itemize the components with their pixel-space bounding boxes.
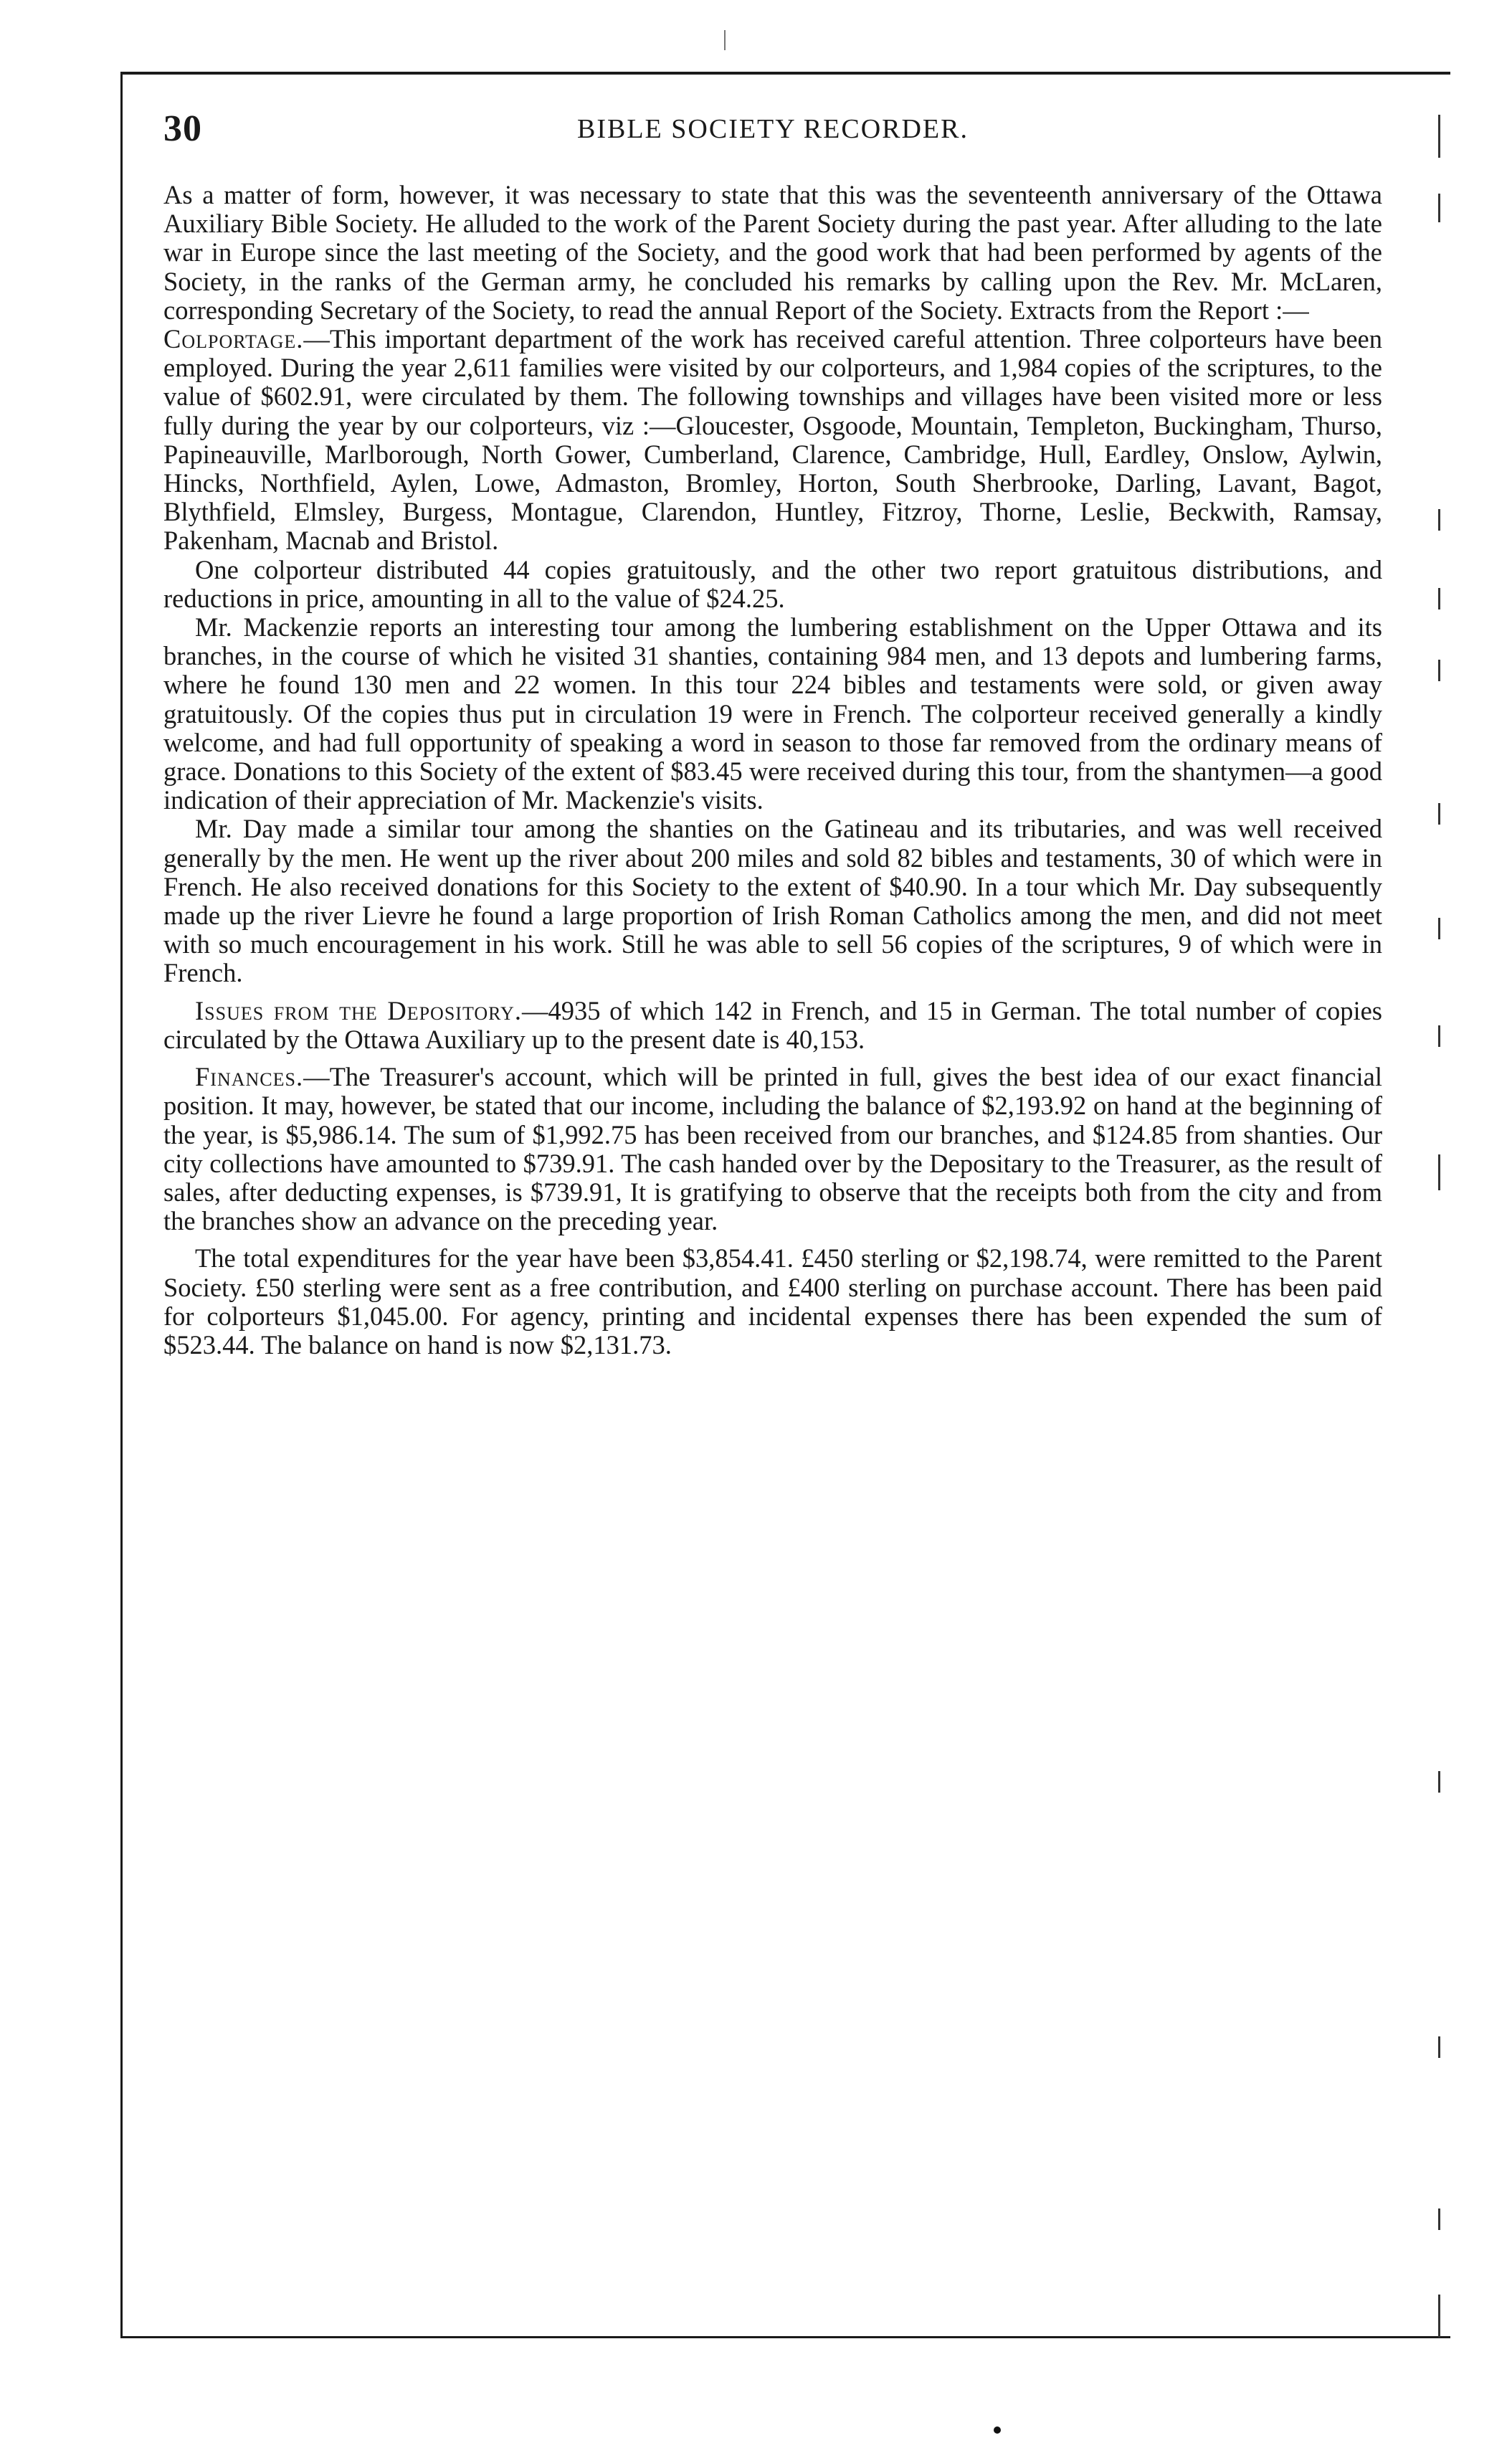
margin-mark bbox=[1438, 2036, 1440, 2058]
left-rule bbox=[120, 72, 123, 2338]
print-dot bbox=[994, 2426, 1001, 2434]
right-margin-marks bbox=[1432, 86, 1447, 2309]
paragraph-issues bbox=[163, 997, 1382, 1054]
section-heading-colportage: Colportage. bbox=[163, 324, 304, 354]
margin-mark bbox=[1438, 1154, 1440, 1190]
page-number: 30 bbox=[163, 108, 202, 149]
paragraph-finances-text: —The Treasurer's account, which will be printed in full, gives the best idea of our exact financial position. It may, however, be stated that our income, including the balance of $2,193.92 on hand at the beginning of the year, is $5,986.14. The sum of $1,992.75 has been received from our branches, and $124.85 from shanties. Our city collections have amounted to $739.91. The cash handed over by the Depositary to the Treasurer, as the result of sales, after deducting expenses, is $739.91, It is gratifying to observe that the receipts both from the city and from the branches show an advance on the preceding year. bbox=[163, 1062, 1382, 1236]
paragraph-opening: As a matter of form, however, it was necessary to state that this was the seventeenth anniversary of the Ottawa Auxiliary Bible Society. He alluded to the work of the Parent Society during the past year. After alluding to the late war in Europe since the last meeting of the Society, and the good work that had been performed by agents of the Society, in the ranks of the German army, he concluded his remarks by calling upon the Rev. Mr. McLaren, corresponding Secretary of the Society, to read the annual Report of the Society. Extracts from the Report :— bbox=[163, 180, 1382, 325]
margin-mark bbox=[1438, 2208, 1440, 2230]
bottom-rule bbox=[120, 2336, 1450, 2338]
margin-mark bbox=[1438, 660, 1440, 681]
margin-mark bbox=[1438, 803, 1440, 825]
paragraph-issues-text: —4935 of which 142 in French, and 15 in German. The total number of copies circulated by the Ottawa Auxiliary up to the present date is 40,153. bbox=[163, 995, 1383, 1054]
running-title: BIBLE SOCIETY RECORDER. bbox=[577, 114, 969, 144]
paragraph-colportage-text: —This important department of the work has received careful attention. Three colporteurs have been employed. During the year 2,611 families were visited by our colporteurs, and 1,984 copies of the scriptures, to the value of $602.91, were circulated by them. The following townships and villages have been visited more or less fully during the year by our colporteurs, viz :—Gloucester, Osgoode, Mountain, Templeton, Buckingham, Thurso, Papineauville, Marlborough, North Gower, Cumberland, Clarence, Cambridge, Hull, Eardley, Onslow, Aylwin, Hincks, Northfield, Aylen, Lowe, Admaston, Bromley, Horton, South Sherbrooke, Darling, Lavant, Bagot, Blythfield, Elmsley, Burgess, Montague, Clarendon, Huntley, Fitzroy, Thorne, Leslie, Beckwith, Ramsay, Pakenham, Macnab and Bristol. bbox=[163, 324, 1382, 556]
section-heading-finances: Finances. bbox=[195, 1062, 304, 1092]
paragraph-expenditures: The total expenditures for the year have been $3,854.41. £450 sterling or $2,198.74, were remitted to the Parent Society. £50 sterling were sent as a free contribution, and £400 sterling on purchase account. There has been paid for colporteurs $1,045.00. For agency, printing and incidental expenses there has been expended the sum of $523.44. The balance on hand is now $2,131.73. bbox=[163, 1243, 1382, 1360]
margin-mark bbox=[1438, 588, 1440, 609]
print-mark bbox=[724, 30, 726, 50]
margin-mark bbox=[1438, 1025, 1440, 1047]
paragraph-mackenzie: Mr. Mackenzie reports an interesting tour among the lumbering establishment on the Upper Ottawa and its branches, in the course of which he visited 31 shanties, containing 984 men, and 13 depots and lumbering farms, where he found 130 men and 22 women. In this tour 224 bibles and testaments were sold, or given away gratuitously. Of the copies thus put in circulation 19 were in French. The colporteur received generally a kindly welcome, and had full opportunity of speaking a word in season to those far removed from the ordinary means of grace. Donations to this Society of the extent of $83.45 were received during this tour, from the shantymen—a good indication of their appreciation of Mr. Mackenzie's visits. bbox=[163, 612, 1382, 815]
margin-mark bbox=[1438, 1771, 1440, 1793]
margin-mark bbox=[1438, 2295, 1440, 2338]
top-rule bbox=[120, 72, 1450, 75]
paragraph-day: Mr. Day made a similar tour among the shanties on the Gatineau and its tributaries, and was well received generally by the men. He went up the river about 200 miles and sold 82 bibles and testaments, 30 of which were in French. He also received donations for this Society to the extent of $40.90. In a tour which Mr. Day subsequently made up the river Lievre he found a large proportion of Irish Roman Catholics among the men, and did not meet with so much encouragement in his work. Still he was able to sell 56 copies of the scriptures, 9 of which were in French. bbox=[163, 814, 1382, 988]
paragraph-finances bbox=[163, 1063, 1382, 1235]
margin-mark bbox=[1438, 115, 1440, 158]
section-heading-issues: Issues from the Depository. bbox=[195, 995, 522, 1025]
page-header bbox=[163, 108, 1382, 165]
paragraph-gratuitous: One colporteur distributed 44 copies gratuitously, and the other two report gratuitous distributions, and reductions in price, amounting in all to the value of $24.25. bbox=[163, 554, 1382, 613]
margin-mark bbox=[1438, 509, 1440, 531]
margin-mark bbox=[1438, 918, 1440, 939]
paragraph-colportage bbox=[163, 325, 1382, 556]
body-text bbox=[163, 181, 1382, 1360]
margin-mark bbox=[1438, 194, 1440, 222]
